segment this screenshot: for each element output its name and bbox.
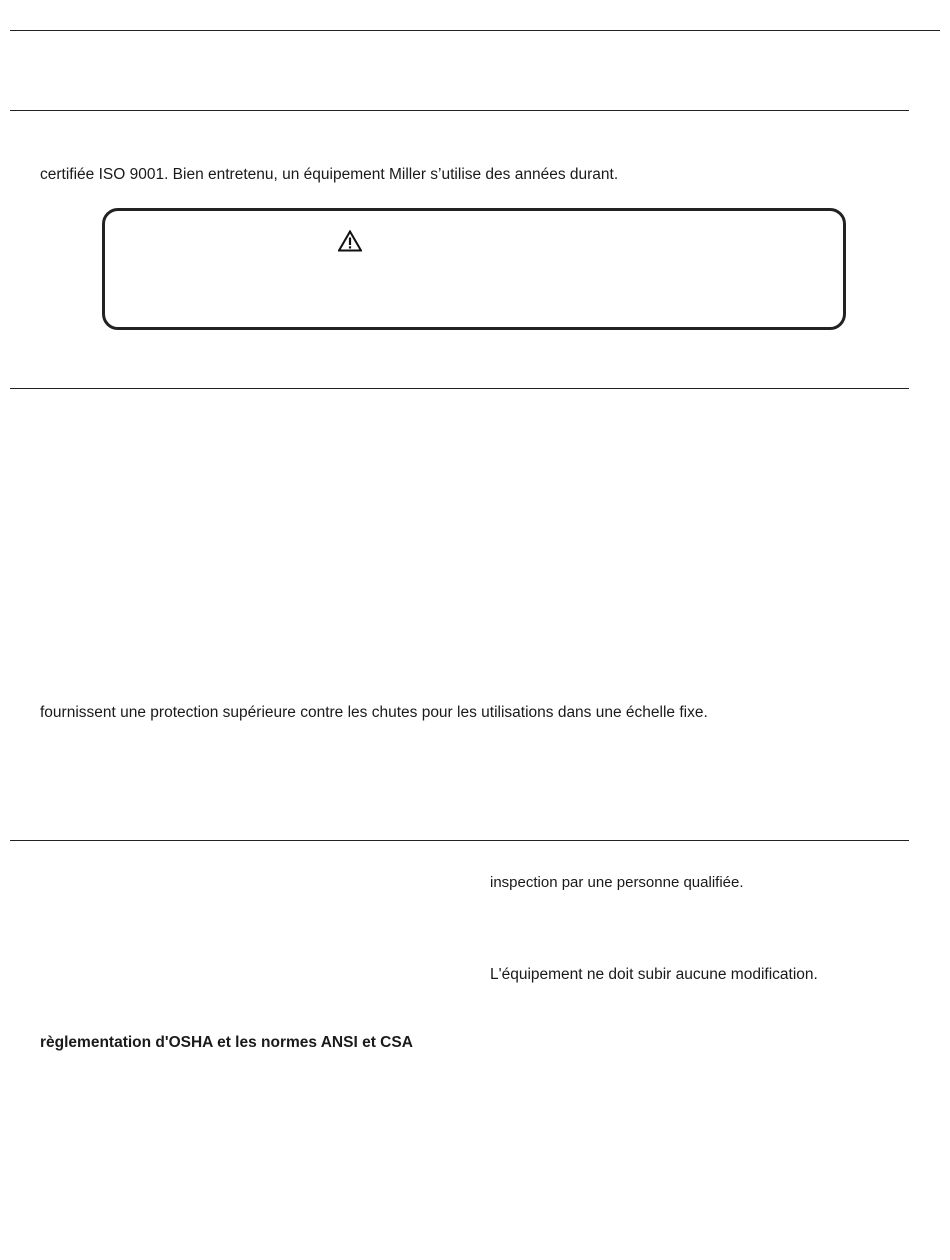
section-divider-2 xyxy=(10,388,909,389)
regulation-heading: règlementation d'OSHA et les normes ANSI et CSA xyxy=(40,1034,413,1051)
modification-paragraph: L'équipement ne doit subir aucune modification. xyxy=(490,966,818,983)
top-rule xyxy=(10,30,940,31)
section-divider-1 xyxy=(10,110,909,111)
fall-protection-paragraph: fournissent une protection supérieure contre les chutes pour les utilisations dans une échelle fixe. xyxy=(40,704,708,721)
section-divider-3 xyxy=(10,840,909,841)
warning-box xyxy=(102,208,846,330)
warning-triangle-icon xyxy=(338,230,362,252)
iso-paragraph: certifiée ISO 9001. Bien entretenu, un équipement Miller s’utilise des années durant. xyxy=(40,166,619,183)
inspection-paragraph: inspection par une personne qualifiée. xyxy=(490,874,744,891)
